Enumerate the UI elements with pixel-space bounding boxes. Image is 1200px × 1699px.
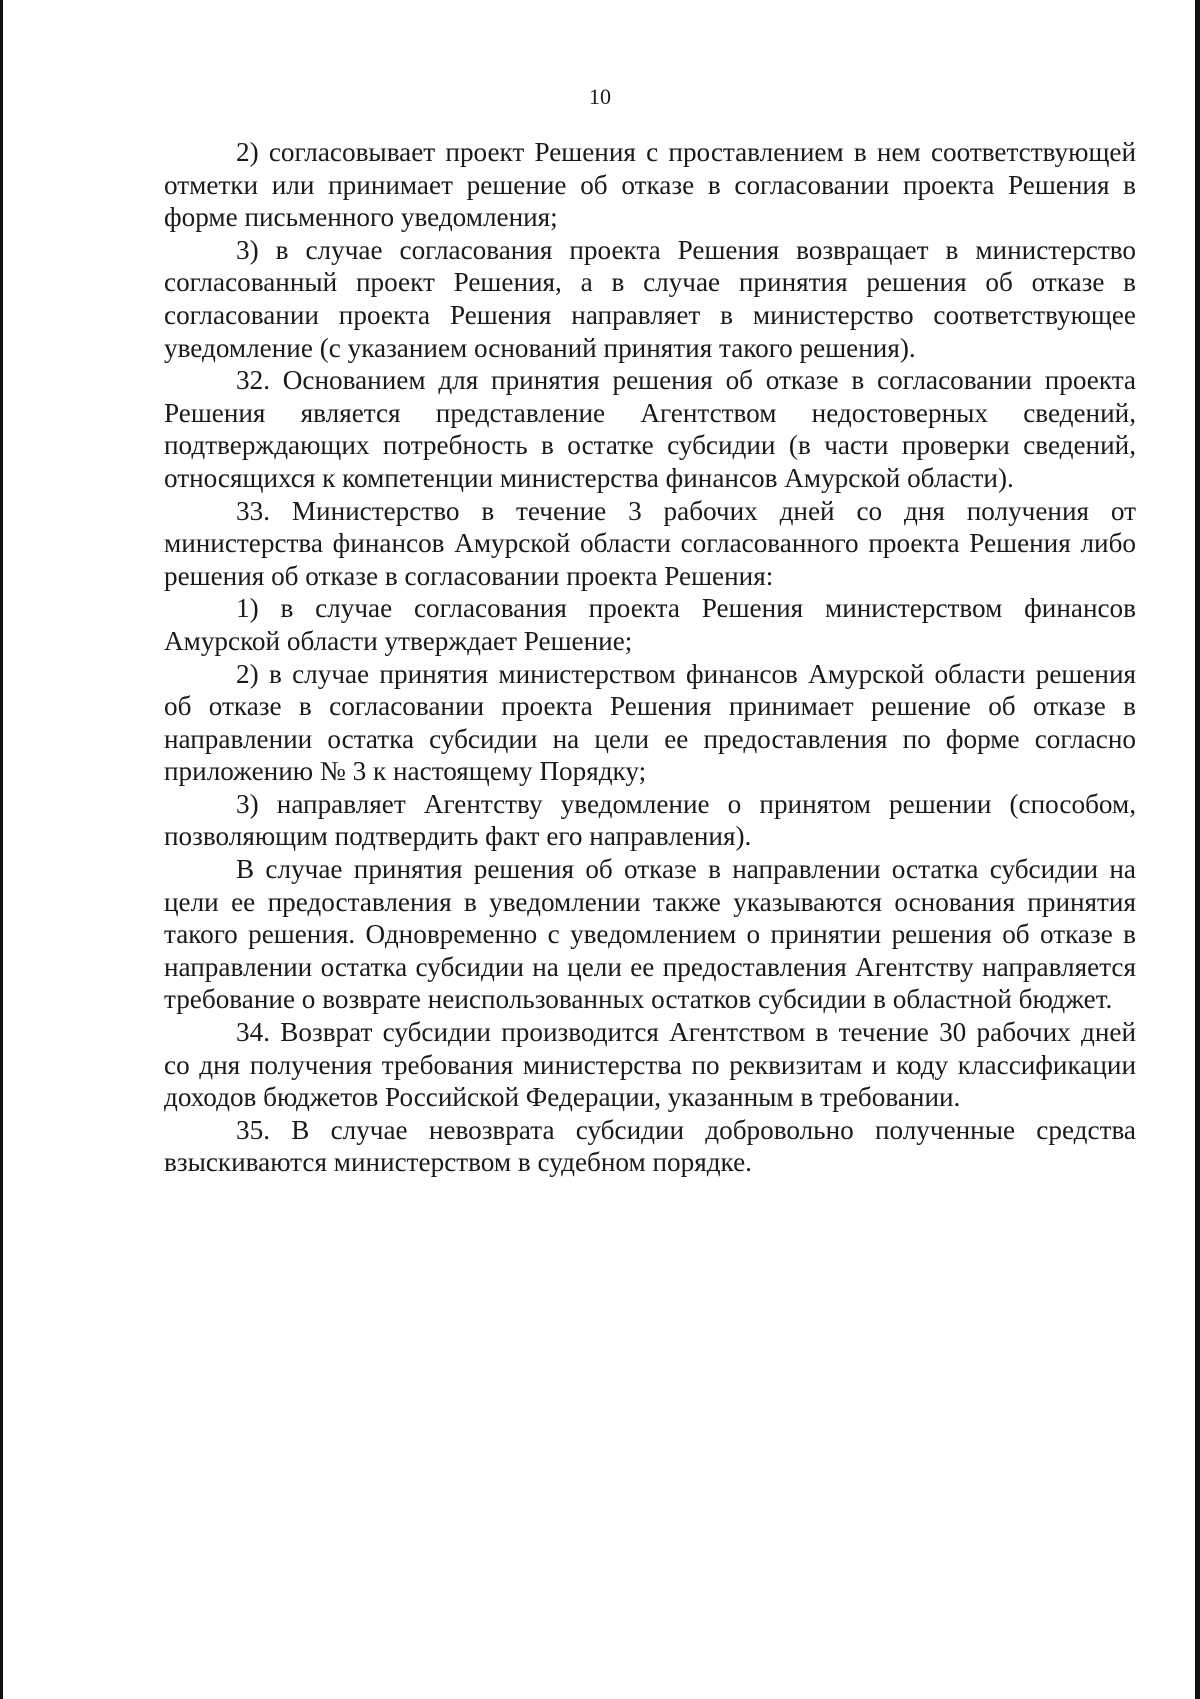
paragraph-item-2-approval: 2) согласовывает проект Решения с проставлением в нем соответствующей отметки или принимает решение об отказе в согласовании проекта Решения в форме письменного уведомления; [164,137,1136,233]
paragraph-refusal-notice: В случае принятия решения об отказе в направлении остатка субсидии на цели ее предоставления в уведомлении также указываются основания принятия такого решения. Одновременно с уведомлением о принятии решения об отказе в направлении остатка субсидии на цели ее предоставления Агентству направляется требование о возврате неиспользованных остатков субсидии в областной бюджет. [164,854,1136,1015]
paragraph-32-refusal-basis: 32. Основанием для принятия решения об отказе в согласовании проекта Решения является представление Агентством недостоверных сведений, подтверждающих потребность в остатке субсидии (в части проверки сведений, относящихся к компетенции министерства финансов Амурской области). [164,365,1136,493]
paragraph-33-item-1: 1) в случае согласования проекта Решения министерством финансов Амурской области утверждает Решение; [164,593,1136,656]
paragraph-33-item-3: 3) направляет Агентству уведомление о принятом решении (способом, позволяющим подтвердить факт его направления). [164,788,1136,852]
paragraph-33-item-2: 2) в случае принятия министерством финансов Амурской области решения об отказе в согласовании проекта Решения принимает решение об отказе в направлении остатка субсидии на цели ее предоставления по форме согласно приложению № 3 к настоящему Порядку; [164,658,1136,787]
scan-right-edge [1195,0,1200,1699]
paragraph-33-ministry-actions: 33. Министерство в течение 3 рабочих дней со дня получения от министерства финансов Амурской области согласованного проекта Решения либо решения об отказе в согласовании проекта Решения: [164,495,1136,591]
paragraph-34-subsidy-return: 34. Возврат субсидии производится Агентством в течение 30 рабочих дней со дня получения требования министерства по реквизитам и коду классификации доходов бюджетов Российской Федерации, указанным в требовании. [164,1017,1136,1113]
paragraph-35-court-recovery: 35. В случае невозврата субсидии добровольно полученные средства взыскиваются министерством в судебном порядке. [164,1114,1136,1178]
page-number: 10 [589,84,611,109]
scan-left-edge [0,0,3,1699]
document-body [164,136,1136,1179]
paragraph-item-3-return: 3) в случае согласования проекта Решения возвращает в министерство согласованный проект Решения, а в случае принятия решения об отказе в согласовании проекта Решения направляет в министерство соответствующее уведомление (с указанием оснований принятия такого решения). [164,234,1136,363]
